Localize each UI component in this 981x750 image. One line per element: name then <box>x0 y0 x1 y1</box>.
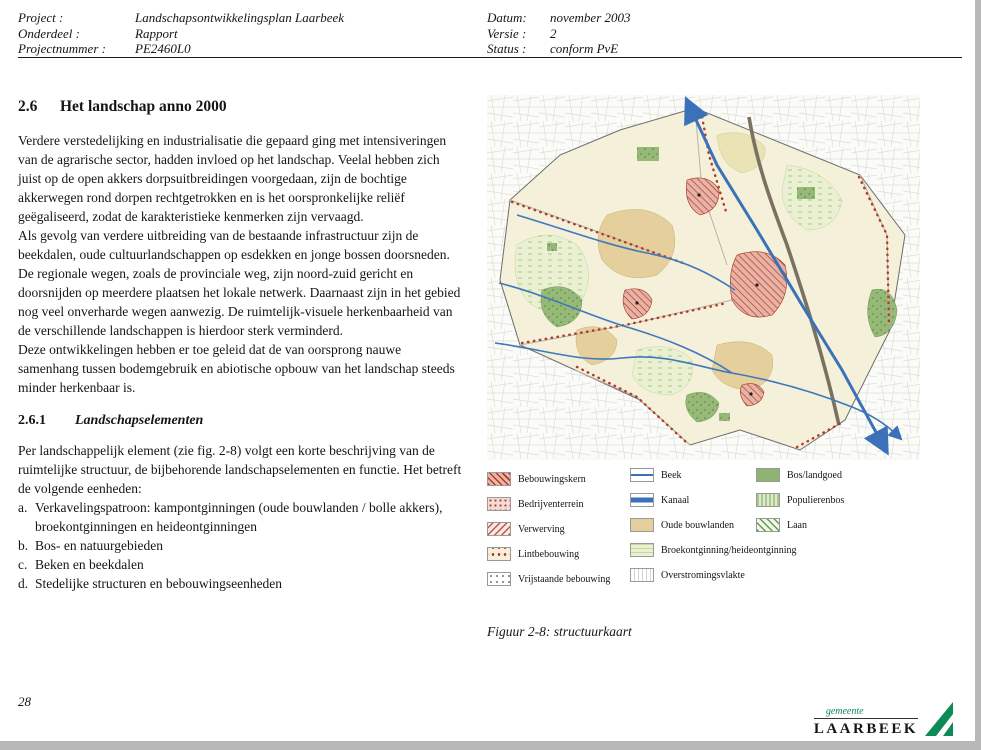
header-value: conform PvE <box>550 41 619 56</box>
legend-swatch-oude-bouwlanden <box>630 518 654 532</box>
legend-label: Lintbebouwing <box>518 548 580 560</box>
list-text: Verkavelingspatroon: kampontginningen (oude bouwlanden / bolle akkers), broekontginningen en heideontginningen <box>35 500 443 534</box>
legend-swatch-verwerving <box>487 522 511 536</box>
subsection-number: 2.6.1 <box>18 413 46 428</box>
legend-item <box>630 519 756 531</box>
legend-column-3 <box>756 469 927 598</box>
section-heading <box>18 98 465 116</box>
header-value: Landschapsontwikkelingsplan Laarbeek <box>135 10 345 25</box>
legend-item <box>630 544 797 556</box>
page-number: 28 <box>18 694 31 709</box>
header-label: Projectnummer : <box>18 41 106 56</box>
window-edge-bottom <box>0 741 981 750</box>
list-marker: b. <box>18 538 29 553</box>
legend-swatch-beek <box>630 468 654 482</box>
legend-swatch-populierenbos <box>756 493 780 507</box>
header-divider <box>18 57 962 58</box>
legend-swatch-overstromingsvlakte <box>630 568 654 582</box>
legend-label: Verwerving <box>518 523 565 535</box>
legend-label: Bos/landgoed <box>787 469 842 481</box>
paragraph: Als gevolg van verdere uitbreiding van de bestaande infrastructuur zijn de beekdalen, oude cultuurlandschappen op esdekken en jonge bossen doorsneden. De regionale wegen, zoals de provinciale weg, zijn noord-zuid gericht en doorsnijden op meerdere plaatsen het lokale netwerk. Daarnaast zijn in het gebied nog veel onverharde wegen aanwezig. De ruimtelijk-visuele herkenbaarheid van de verschillende landschappen is hierdoor sterk verminderd. <box>18 228 461 338</box>
legend-item <box>630 569 756 581</box>
list-marker: c. <box>18 557 28 572</box>
legend-item <box>630 469 756 481</box>
element-list <box>18 498 465 593</box>
logo-text-block <box>814 706 918 738</box>
main-text-column <box>18 98 465 593</box>
legend-label: Broekontginning/heideontginning <box>661 544 797 556</box>
gemeente-laarbeek-logo <box>814 700 957 738</box>
header-value: 2 <box>550 25 557 41</box>
list-item <box>18 498 465 536</box>
header-label: Onderdeel : <box>18 25 80 41</box>
list-item <box>18 555 465 574</box>
subsection-title: Landschapselementen <box>75 413 204 428</box>
legend-item <box>487 473 630 485</box>
legend-item <box>630 494 756 506</box>
paragraph: Verdere verstedelijking en industrialisatie die gepaard ging met intensiveringen van de agrarische sector, hadden invloed op het landschap. Veelal hebben zich juist op de open akkers dorpsuitbreidingen voorgedaan, zijn de bochtige akkerwegen rond dorpen rechtgetrokken en is het oorspronkelijke reliëf geëgaliseerd, zodat de karakteristieke kenmerken zijn vervaagd. <box>18 133 447 224</box>
legend-item <box>487 548 630 560</box>
legend-label: Overstromingsvlakte <box>661 569 745 581</box>
window-edge-right <box>975 0 981 750</box>
header-value: PE2460L0 <box>135 41 191 56</box>
header-value: november 2003 <box>550 10 631 25</box>
legend-swatch-vrijstaande-bebouwing <box>487 572 511 586</box>
legend-label: Vrijstaande bebouwing <box>518 573 611 585</box>
logo-small-text: gemeente <box>825 706 864 717</box>
header-label: Project : <box>18 10 64 25</box>
legend-column-1 <box>487 469 630 598</box>
legend-swatch-laan <box>756 518 780 532</box>
list-text: Stedelijke structuren en bebouwingseenheden <box>35 576 283 591</box>
legend-item <box>756 469 927 481</box>
header-right-block <box>487 10 631 57</box>
list-item <box>18 574 465 593</box>
structuurkaart-map <box>487 95 920 460</box>
list-text: Beken en beekdalen <box>35 557 144 572</box>
section-title: Het landschap anno 2000 <box>60 98 227 115</box>
legend-swatch-bebouwingskern <box>487 472 511 486</box>
header-left-block <box>18 10 344 57</box>
header-label: Status : <box>487 41 527 56</box>
list-text: Bos- en natuurgebieden <box>35 538 163 553</box>
header-label: Versie : <box>487 25 527 41</box>
legend-swatch-bedrijventerrein <box>487 497 511 511</box>
figure-caption: Figuur 2-8: structuurkaart <box>487 624 632 639</box>
section-number: 2.6 <box>18 98 38 115</box>
legend-label: Bebouwingskern <box>518 473 586 485</box>
legend-item <box>487 573 630 585</box>
legend-item <box>487 498 630 510</box>
paragraph: Deze ontwikkelingen hebben er toe geleid dat de van oorsprong nauwe samenhang tussen bodemgebruik en abiotische opbouw van het landschap steeds minder herkenbaar is. <box>18 342 455 395</box>
logo-name-text: LAARBEEK <box>814 718 918 738</box>
legend-swatch-broekontginning <box>630 543 654 557</box>
legend-label: Populierenbos <box>787 494 845 506</box>
legend-label: Oude bouwlanden <box>661 519 735 531</box>
list-item <box>18 536 465 555</box>
header-value: Rapport <box>135 25 178 41</box>
list-marker: a. <box>18 500 28 515</box>
header-label: Datum: <box>487 10 527 25</box>
legend-label: Kanaal <box>661 494 690 506</box>
legend-swatch-bos-landgoed <box>756 468 780 482</box>
list-marker: d. <box>18 576 29 591</box>
legend-item <box>756 494 927 506</box>
figure-2-8 <box>487 95 927 640</box>
legend-label: Bedrijventerrein <box>518 498 584 510</box>
legend-swatch-kanaal <box>630 493 654 507</box>
subsection-heading <box>18 413 465 429</box>
legend-item <box>756 519 927 531</box>
legend-label: Laan <box>787 519 807 531</box>
legend-swatch-lintbebouwing <box>487 547 511 561</box>
legend-item <box>487 523 630 535</box>
legend-label: Beek <box>661 469 682 481</box>
map-legend <box>487 469 927 598</box>
logo-triangle-icon <box>923 700 957 738</box>
paragraph: Per landschappelijk element (zie fig. 2-8) volgt een korte beschrijving van de ruimtelijke structuur, de bijbehorende landschapselementen en functie. Het betreft de volgende eenheden: <box>18 443 462 496</box>
